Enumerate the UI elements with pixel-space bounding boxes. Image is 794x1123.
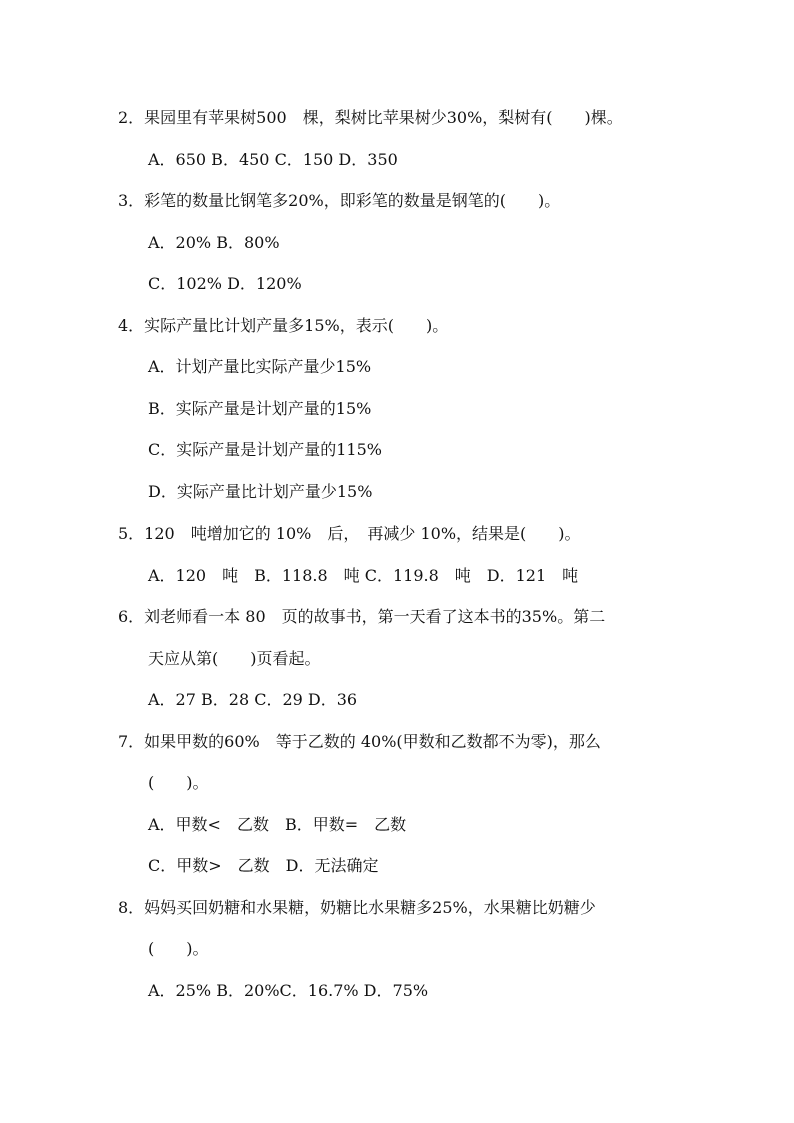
question-3-options-cd: C．102% D．120% <box>148 274 302 293</box>
question-7-stem: 7．如果甲数的60% 等于乙数的 40%(甲数和乙数都不为零)，那么 <box>118 732 601 751</box>
question-3-stem: 3．彩笔的数量比钢笔多20%，即彩笔的数量是钢笔的( )。 <box>118 191 561 210</box>
question-7-options-ab: A．甲数< 乙数 B．甲数= 乙数 <box>148 815 407 834</box>
question-4-option-a: A．计划产量比实际产量少15% <box>148 357 372 376</box>
question-4-stem: 4．实际产量比计划产量多15%，表示( )。 <box>118 316 449 335</box>
question-7-options-cd: C．甲数> 乙数 D．无法确定 <box>148 856 379 875</box>
question-6-stem: 6．刘老师看一本 80 页的故事书，第一天看了这本书的35%。第二 <box>118 607 606 626</box>
question-4-option-b: B．实际产量是计划产量的15% <box>148 399 372 418</box>
question-2-stem: 2．果园里有苹果树500 棵，梨树比苹果树少30%，梨树有( )棵。 <box>118 108 623 127</box>
question-6-options: A．27 B．28 C．29 D．36 <box>148 690 358 709</box>
question-8-options: A．25% B．20%C．16.7% D．75% <box>148 981 429 1000</box>
question-3-options-ab: A．20% B．80% <box>148 233 280 252</box>
question-8-stem-continued: ( )。 <box>148 939 209 958</box>
question-8-stem: 8．妈妈买回奶糖和水果糖，奶糖比水果糖多25%，水果糖比奶糖少 <box>118 898 596 917</box>
question-5-stem: 5．120 吨增加它的 10% 后， 再减少 10%，结果是( )。 <box>118 524 581 543</box>
question-5-options: A．120 吨 B．118.8 吨 C．119.8 吨 D．121 吨 <box>148 566 579 585</box>
question-6-stem-continued: 天应从第( )页看起。 <box>148 649 321 668</box>
question-4-option-c: C．实际产量是计划产量的115% <box>148 440 382 459</box>
question-7-stem-continued: ( )。 <box>148 773 209 792</box>
question-2-options: A．650 B．450 C．150 D．350 <box>148 150 398 169</box>
question-4-option-d: D．实际产量比计划产量少15% <box>148 482 373 501</box>
